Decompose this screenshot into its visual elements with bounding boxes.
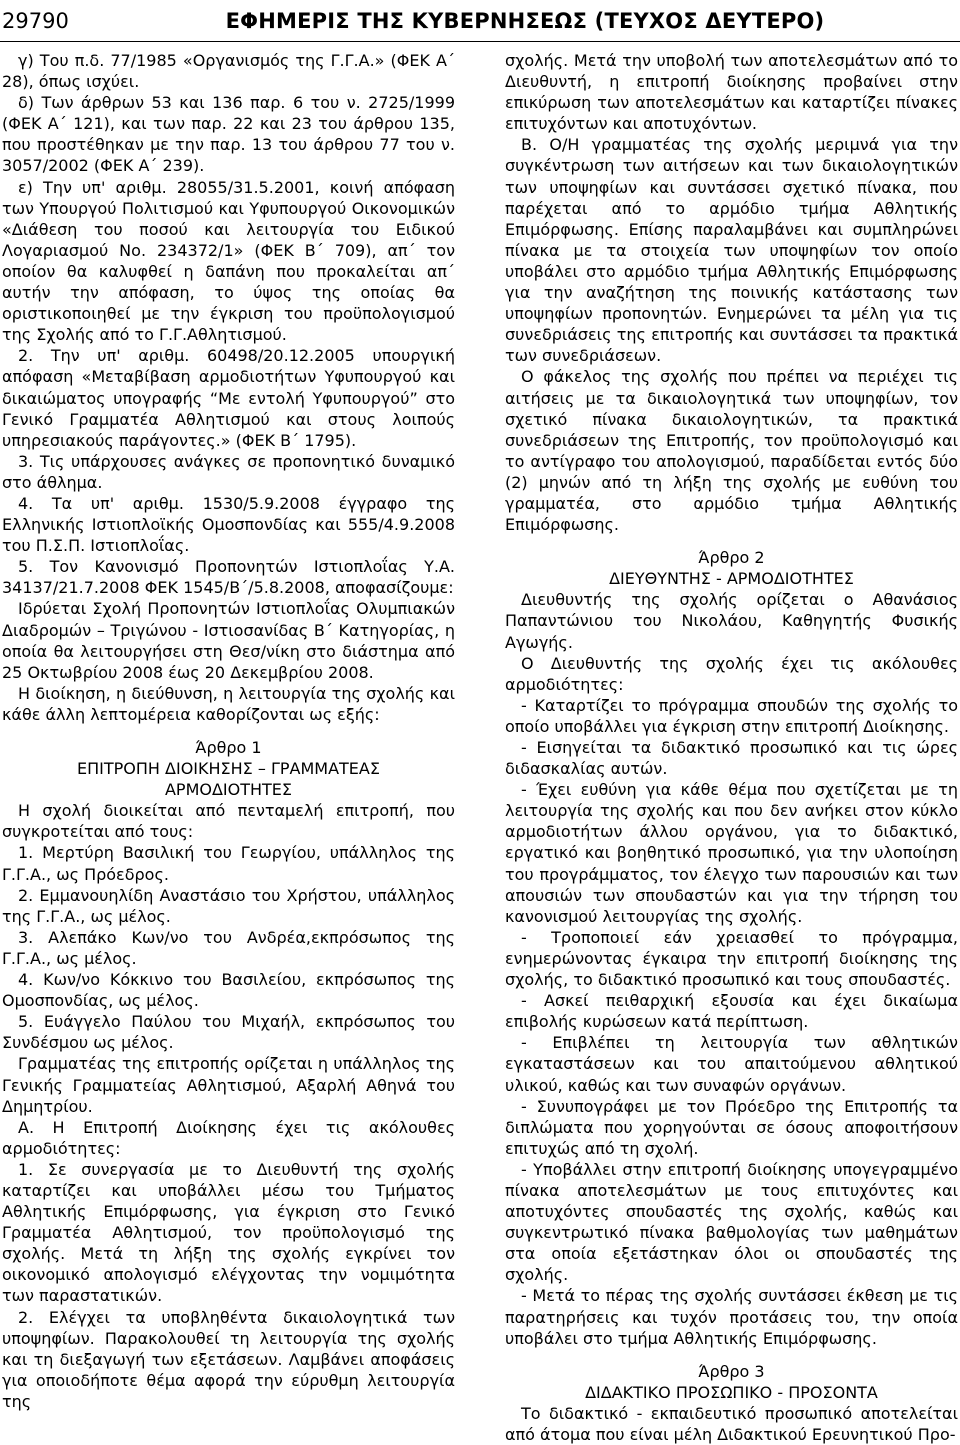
paragraph: Η διοίκηση, η διεύθυνση, η λειτουργία της σχολής και κάθε άλλη λεπτομέρεια καθορίζονται ως εξής:: [2, 683, 455, 724]
paragraph: - Μετά το πέρας της σχολής συντάσσει έκθεση με τις παρατηρήσεις και τυχόν προτάσεις του, την οποία υποβάλει στο τμήμα Αθλητικής Επιμόρφωσης.: [505, 1286, 958, 1348]
paragraph: 3. Αλεπάκο Κων/νο του Ανδρέα,εκπρόσωπος της Γ.Γ.Α., ως μέλος.: [2, 927, 455, 968]
paragraph: Διευθυντής της σχολής ορίζεται ο Αθανάσιος Παπαντώνιου του Νικολάου, Καθηγητής Φυσικής Αγωγής.: [505, 590, 958, 652]
paragraph: Γραμματέας της επιτροπής ορίζεται η υπάλληλος της Γενικής Γραμματείας Αθλητισμού, Αξαρλή Αθηνά του Δημητρίου.: [2, 1054, 455, 1116]
paragraph: 5. Τον Κανονισμό Προπονητών Ιστιοπλοΐας Υ.Α. 34137/21.7.2008 ΦΕΚ 1545/Β΄/5.8.2008, αποφασίζουμε:: [2, 557, 455, 598]
paragraph: 2. Την υπ' αριθμ. 60498/20.12.2005 υπουργική απόφαση «Μεταβίβαση αρμοδιοτήτων Υφυπουργού και δικαιώματος υπογραφής “Με εντολή Υφυπουργού” στο Γενικό Γραμματέα Αθλητισμού και στους λοιπούς υπηρεσιακούς παράγοντες.» (ΦΕΚ Β΄ 1795).: [2, 346, 455, 450]
paragraph: 4. Τα υπ' αριθμ. 1530/5.9.2008 έγγραφο της Ελληνικής Ιστιοπλοϊκής Ομοσπονδίας και 555/4.9.2008 του Π.Σ.Π. Ιστιοπλοΐας.: [2, 493, 455, 556]
right-column: [505, 50, 958, 1445]
paragraph: Η σχολή διοικείται από πενταμελή επιτροπή, που συγκροτείται από τους:: [2, 801, 455, 842]
page-header: [0, 6, 960, 40]
paragraph: Ο Διευθυντής της σχολής έχει τις ακόλουθες αρμοδιότητες:: [505, 653, 958, 694]
text-columns: [0, 50, 960, 1444]
journal-title: ΕΦΗΜΕΡΙΣ ΤΗΣ ΚΥΒΕΡΝΗΣΕΩΣ (ΤΕΥΧΟΣ ΔΕΥΤΕΡΟ): [225, 9, 825, 33]
paragraph: 3. Τις υπάρχουσες ανάγκες σε προπονητικό δυναμικό στο άθλημα.: [2, 451, 455, 492]
article-heading: Άρθρο 3: [698, 1361, 765, 1381]
paragraph: 4. Κων/νο Κόκκινο του Βασιλείου, εκπρόσωπος της Ομοσπονδίας, ως μέλος.: [2, 970, 455, 1011]
paragraph: - Έχει ευθύνη για κάθε θέμα που σχετίζεται με τη λειτουργία της σχολής και που δεν ανήκει στον κύκλο αρμοδιοτήτων άλλου οργάνου, για το διδακτικό, εργατικό και βοηθητικό προσωπικό, για την υλοποίηση του προγράμματος, τον έλεγχο των παρουσιών και των απουσιών των σπουδαστών και για την τήρηση του κανονισμού λειτουργίας της σχολής.: [505, 780, 958, 926]
article-heading: Άρθρο 1: [195, 738, 262, 757]
article-subheading: ΔΙΔΑΚΤΙΚΟ ΠΡΟΣΩΠΙΚΟ - ΠΡΟΣΟΝΤΑ: [585, 1382, 878, 1402]
paragraph: Το διδακτικό - εκπαιδευτικό προσωπικό αποτελείται από άτομα που είναι μέλη Διδακτικού Ερευνητικού Προ-: [505, 1403, 958, 1444]
paragraph: 1. Μερτύρη Βασιλική του Γεωργίου, υπάλληλος της Γ.Γ.Α., ως Πρόεδρος.: [2, 843, 455, 884]
paragraph: Ιδρύεται Σχολή Προπονητών Ιστιοπλοΐας Ολυμπιακών Διαδρομών – Τριγώνου - Ιστιοσανίδας Β΄ Κατηγορίας, η οποία θα λειτουργήσει στη Θεσ/νίκη στο διάστημα από 25 Οκτωβρίου 2008 έως 20 Δεκεμβρίου 2008.: [2, 599, 455, 682]
paragraph: - Ασκεί πειθαρχική εξουσία και έχει δικαίωμα επιβολής κυρώσεων κατά περίπτωση.: [505, 991, 958, 1032]
left-column: [2, 50, 455, 1412]
paragraph: σχολής. Μετά την υποβολή των αποτελεσμάτων από το Διευθυντή, η επιτροπή διοίκησης προβαίνει στην επικύρωση των αποτελεσμάτων και καταρτίζει πίνακες επιτυχόντων και αποτυχόντων.: [505, 51, 958, 134]
article-subheading: ΔΙΕΥΘΥΝΤΗΣ - ΑΡΜΟΔΙΟΤΗΤΕΣ: [609, 569, 854, 589]
paragraph: - Συνυπογράφει με τον Πρόεδρο της Επιτροπής τα διπλώματα που χορηγούνται σε όσους αποφοιτήσουν επιτυχώς από τη σχολή.: [505, 1096, 958, 1158]
paragraph: 1. Σε συνεργασία με το Διευθυντή της σχολής καταρτίζει και υποβάλλει μέσω του Τμήματος Αθλητικής Επιμόρφωσης, για έγκριση στο Γενικό Γραμματέα Αθλητισμού, τον προϋπολογισμό της σχολής. Μετά τη λήξη της σχολής εγκρίνει τον οικονομικό απολογισμό ελέγχοντας την νομιμότητα των παραστατικών.: [2, 1159, 455, 1306]
paragraph: Α. Η Επιτροπή Διοίκησης έχει τις ακόλουθες αρμοδιότητες:: [2, 1117, 455, 1158]
paragraph: 2. Εμμανουηλίδη Αναστάσιο του Χρήστου, υπάλληλος της Γ.Γ.Α., ως μέλος.: [2, 885, 455, 926]
article-heading: Άρθρο 2: [698, 548, 765, 568]
paragraph: - Επιβλέπει τη λειτουργία των αθλητικών εγκαταστάσεων και του απαιτούμενου αθλητικού υλικού, καθώς και των συναφών οργάνων.: [505, 1033, 958, 1095]
paragraph: Β. Ο/Η γραμματέας της σχολής μεριμνά για την συγκέντρωση των αιτήσεων και των δικαιολογητικών των υποψηφίων και συντάσσει σχετικό πίνακα, που παρέχεται από το αρμόδιο τμήμα Αθλητικής Επιμόρφωσης. Επίσης παραλαμβάνει και συμπληρώνει πίνακα με τα στοιχεία των υποψηφίων τον οποίο υποβάλει στο αρμόδιο τμήμα Αθλητικής Επιμόρφωσης για την αναζήτηση της ποινικής κατάστασης των υποψηφίων προπονητών. Ενημερώνει τα μέλη για τις συνεδριάσεις της επιτροπής και συντάσσει τα πρακτικά των συνεδριάσεων.: [505, 135, 958, 366]
paragraph: - Τροποποιεί εάν χρειασθεί το πρόγραμμα, ενημερώνοντας έγκαιρα την επιτροπή διοίκησης της σχολής, το διδακτικό προσωπικό και τους σπουδαστές.: [505, 927, 958, 990]
page-number: 29790: [2, 9, 69, 33]
paragraph: Ο φάκελος της σχολής που πρέπει να περιέχει τις αιτήσεις με τα δικαιολογητικά των υποψηφίων, τον σχετικό πίνακα δικαιολογητικών, τα πρακτικά συνεδριάσεων της Επιτροπής, τον προϋπολογισμό και το αντίγραφο του απολογισμού, παραδίδεται εντός δύο (2) μηνών από τη λήξη της σχολής με ευθύνη του γραμματέα, στο αρμόδιο τμήμα Αθλητικής Επιμόρφωσης.: [505, 367, 958, 535]
paragraph: γ) Του π.δ. 77/1985 «Οργανισμός της Γ.Γ.Α.» (ΦΕΚ Α΄ 28), όπως ισχύει.: [2, 51, 455, 92]
paragraph: δ) Των άρθρων 53 και 136 παρ. 6 του ν. 2725/1999 (ΦΕΚ Α΄ 121), και των παρ. 22 και 23 του άρθρου 135, που προστέθηκαν με την παρ. 13 του άρθρου 77 του ν. 3057/2002 (ΦΕΚ Α΄ 239).: [2, 93, 455, 176]
paragraph: - Εισηγείται τα διδακτικό προσωπικό και τις ώρες διδασκαλίας αυτών.: [505, 738, 958, 779]
paragraph: 2. Ελέγχει τα υποβληθέντα δικαιολογητικά των υποψηφίων. Παρακολουθεί τη λειτουργία της σχολής και τη διεξαγωγή των εξετάσεων. Λαμβάνει αποφάσεις για οποιοδήποτε θέμα αφορά την εύρυθμη λειτουργία της: [2, 1307, 455, 1411]
paragraph: 5. Ευάγγελο Παύλου του Μιχαήλ, εκπρόσωπος του Συνδέσμου ως μέλος.: [2, 1012, 455, 1053]
article-subheading: ΑΡΜΟΔΙΟΤΗΤΕΣ: [164, 780, 293, 800]
paragraph: - Υποβάλλει στην επιτροπή διοίκησης υπογεγραμμένο πίνακα αποτελεσμάτων με τους επιτυχόντες και αποτυχόντες σπουδαστές της σχολής, καθώς και συγκεντρωτικό πίνακα βαθμολογίας των μαθημάτων στα οποία εξετάστηκαν όλοι οι σπουδαστές της σχολής.: [505, 1159, 958, 1285]
paragraph: ε) Την υπ' αριθμ. 28055/31.5.2001, κοινή απόφαση των Υπουργού Πολιτισμού και Υφυπουργού Οικονομικών «Διάθεση του ποσού και λειτουργία του Ειδικού Λογαριασμού Νο. 234372/1» (ΦΕΚ Β΄ 709), απ΄ τον οποίον θα καλυφθεί η δαπάνη που προκαλείται απ΄ αυτήν την απόφαση, το ύψος της οποίας θα οριστικοποιηθεί με την έγκριση του προϋπολογισμού της Σχολής από το Γ.Γ.Αθλητισμού.: [2, 177, 455, 345]
paragraph: - Καταρτίζει το πρόγραμμα σπουδών της σχολής το οποίο υποβάλλει για έγκριση στην επιτροπή Διοίκησης.: [505, 695, 958, 736]
article-subheading: ΕΠΙΤΡΟΠΗ ΔΙΟΙΚΗΣΗΣ – ΓΡΑΜΜΑΤΕΑΣ: [77, 759, 380, 779]
header-rule: [0, 41, 960, 42]
